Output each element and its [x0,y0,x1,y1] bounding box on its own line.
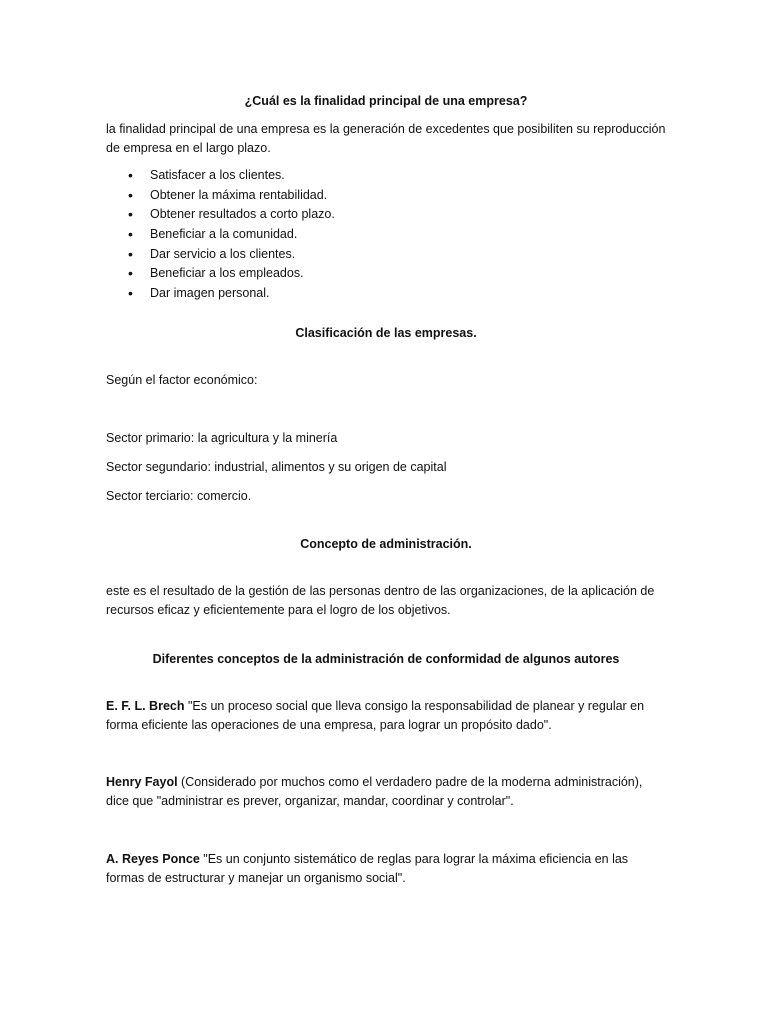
paragraph-finalidad: la finalidad principal de una empresa es la generación de excedentes que posibiliten su reproducción de empresa en el largo plazo. [106,122,666,155]
author-text: (Considerado por muchos como el verdadero padre de la moderna administración), dice que "administrar es prever, organizar, mandar, coordinar y controlar". [106,775,643,808]
list-item: • Dar imagen personal. [128,284,335,304]
heading-clasificacion: Clasificación de las empresas. [295,326,477,340]
author-quote-fayol [106,773,666,811]
heading-conceptos-autores: Diferentes conceptos de la administración de conformidad de algunos autores [152,652,620,666]
bullet-list-objetivos [128,166,335,304]
list-item: • Obtener la máxima rentabilidad. [128,186,335,206]
author-quote-brech [106,697,666,735]
subheading-factor-economico: Según el factor económico: [106,373,258,387]
author-text: "Es un conjunto sistemático de reglas para lograr la máxima eficiencia en las formas de estructurar y manejar un organismo social". [106,852,629,885]
list-item: • Dar servicio a los clientes. [128,245,335,265]
heading-concepto-administracion: Concepto de administración. [300,537,472,551]
list-item: • Satisfacer a los clientes. [128,166,335,186]
list-item: • Beneficiar a los empleados. [128,264,335,284]
list-item: • Obtener resultados a corto plazo. [128,205,335,225]
author-quote-reyes-ponce [106,850,666,888]
paragraph-concepto-administracion: este es el resultado de la gestión de las personas dentro de las organizaciones, de la aplicación de recursos eficaz y eficientemente para el logro de los objetivos. [106,584,655,617]
sector-terciario: Sector terciario: comercio. [106,489,252,503]
list-item: • Beneficiar a la comunidad. [128,225,335,245]
heading-finalidad: ¿Cuál es la finalidad principal de una empresa? [244,94,528,108]
author-name: E. F. L. Brech [106,699,185,713]
sector-segundario: Sector segundario: industrial, alimentos y su origen de capital [106,460,447,474]
author-name: Henry Fayol [106,775,178,789]
author-name: A. Reyes Ponce [106,852,200,866]
sector-primario: Sector primario: la agricultura y la minería [106,431,338,445]
author-text: "Es un proceso social que lleva consigo la responsabilidad de planear y regular en forma eficiente las operaciones de una empresa, para lograr un propósito dado". [106,699,645,732]
